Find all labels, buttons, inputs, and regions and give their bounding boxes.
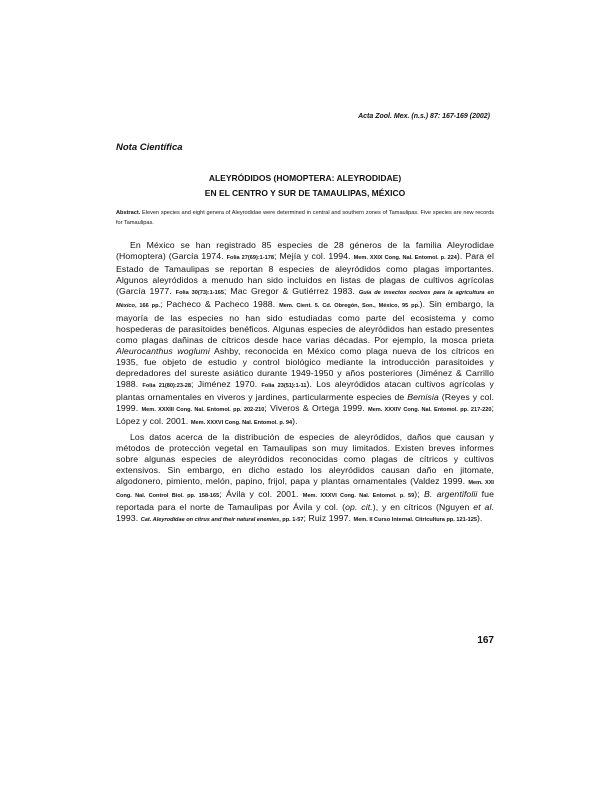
title-line-1: ALEYRÓDIDOS (HOMOPTERA: ALEYRODIDAE): [208, 173, 402, 183]
abstract-label: Abstract.: [116, 210, 141, 216]
article-title: [116, 171, 494, 201]
abstract: [116, 208, 494, 228]
reference: Folia 30(73):1-165: [175, 290, 224, 297]
species-name: Bemisia: [407, 392, 439, 403]
text-run: ; Ávila y col. 2001.: [219, 488, 303, 499]
reference: Mem. XXXVI Cong. Nal. Entomol. p. 59: [302, 492, 415, 499]
text-run: ).: [292, 416, 298, 427]
text-run: );: [414, 488, 424, 499]
reference: Folia 27(69):1-178: [226, 255, 274, 262]
body-text: [116, 240, 494, 526]
reference: Mem. XXIX Cong. Nal. Entomol. p. 224: [353, 255, 457, 262]
text-run: ; Mejía y col. 1994.: [274, 251, 354, 262]
text-run: ), y en cítricos (Nguyen: [372, 502, 474, 513]
reference: , pp. 1-57: [279, 517, 304, 524]
text-run: ).: [476, 513, 483, 524]
reference: Mem. XXI Cong. Nal. Control Biol. pp. 158-165: [116, 479, 494, 499]
species-name: Aleurocanthus woglumi: [116, 345, 210, 356]
reference: Mem. II Curso Internal. Citricultura pp. 121-125: [353, 517, 477, 524]
reference: Mem. XXXVI Cong. Nal. Entomol. p. 94: [190, 420, 293, 427]
page-number: 167: [477, 635, 494, 646]
text-run: ). Los aleyródidos atacan cultivos agrícolas y plantas ornamentales en viveros y jardines, particularmente especies de: [116, 379, 494, 403]
reference: Folia 23(51):1-11: [261, 383, 307, 390]
text-run: ; Ruiz 1997.: [303, 513, 354, 524]
journal-citation: Acta Zool. Mex. (n.s.) 87: 167-169 (2002): [358, 113, 490, 120]
reference: Guía de insectos nocivos para la agricultura en México: [116, 290, 494, 310]
text-run: (Reyes y col. 1999.: [116, 392, 494, 414]
text-run: ; Jiménez 1970.: [191, 379, 262, 390]
text-run: fue reportada para el norte de Tamaulipas por Ávila y col. (: [116, 488, 495, 513]
section-label: Nota Científica: [116, 142, 183, 153]
text-run: En México se han registrado 85 especies de 28 géneros de la familia Aleyrodidae (Homoptera) (García 1974.: [116, 240, 494, 262]
text-run: ). Sin embargo, la mayoría de las especies no han sido estudiadas como parte del ecosistema y como hospederas de parasitoides benéficos. Algunas especies de aleyródidos han estado presentes como plagas dañinas de cítricos desde hace varias décadas. Por ejemplo, la mosca prieta: [116, 299, 495, 345]
text-run: ). Para el Estado de Tamaulipas se reportan 8 especies de aleyródidos como plagas importantes. Algunos aleyródidos a menudo han sido incluidos en listas de plagas de cultivos agrícolas (García 1977.: [116, 251, 494, 297]
reference: Mem. XXXIV Cong. Nal. Entomol. pp. 217-220: [367, 407, 492, 414]
latin-abbrev: op. cit.: [345, 502, 373, 513]
text-run: ; Mac Gregor & Gutiérrez 1983.: [223, 286, 359, 297]
latin-abbrev: et al: [473, 502, 492, 513]
abstract-text: Eleven species and eight genera of Aleyrodidae were determined in central and southern zones of Tamaulipas. Five species are new records for Tamaulipas.: [116, 210, 494, 226]
reference: , 166 pp.: [134, 303, 161, 310]
reference: Mem. XXXIII Cong. Nal. Entomol. pp. 202-210: [141, 407, 265, 414]
title-line-2: EN EL CENTRO Y SUR DE TAMAULIPAS, MÉXICO: [204, 188, 406, 198]
paragraph-1: [116, 240, 494, 430]
paragraph-2: [116, 432, 494, 527]
text-run: Ashby, reconocida en México como plaga nueva de los cítricos en 1935, fue objeto de estudio y control biológico mediante la introducción parasitoides y depredadores del sureste asiático durante 1949-1950 y años posteriores (Jiménez & Carrillo 1988.: [116, 345, 495, 390]
text-run: . 1993.: [116, 502, 494, 524]
reference: Cat. Aleyrodidae on citrus and their natural enemies: [140, 517, 280, 524]
species-name: B. argentifolii: [424, 488, 478, 499]
text-run: ; Pacheco & Pacheco 1988.: [160, 299, 280, 310]
text-run: Los datos acerca de la distribución de especies de aleyródidos, daños que causan y métodos de protección vegetal en Tamaulipas son muy limitados. Existen breves informes sobre algunas especies de aleyródidos reconocidas como plagas de cítricos y cultivos extensivos. Sin embargo, en dicho estado los aleyródidos causan daño en jitomate, algodonero, pimiento, melón, papino, frijol, papa y plantas ornamentales (Valdez 1999.: [116, 431, 494, 486]
reference: Mem. Cient. 5. Cd. Obregón, Son., México, 95 pp.: [279, 303, 420, 310]
text-run: ; Viveros & Ortega 1999.: [264, 403, 368, 414]
reference: Folia 21(80):23-28: [142, 383, 192, 390]
text-run: ; López y col. 2001.: [116, 403, 494, 427]
